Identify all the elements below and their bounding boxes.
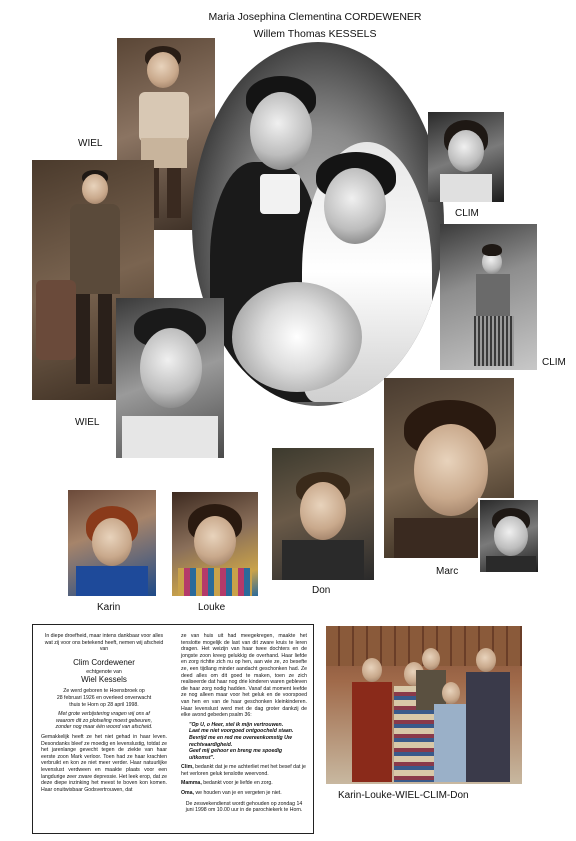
- card-quote-1: Met grote verbijstering vragen wij ons af: [58, 711, 150, 718]
- label-karin: Karin: [97, 602, 121, 613]
- photo-louke: [172, 492, 258, 596]
- card-psalm-5: Geef mij gehoor en breng me spoedig uitkomst".: [189, 748, 283, 761]
- card-right-column: [181, 633, 307, 817]
- card-name: Clim Cordewener: [73, 657, 135, 667]
- card-spouse: Wiel Kessels: [81, 675, 127, 685]
- card-psalm-1: "Op U, o Heer, stel ik mijn vertrouwen.: [189, 721, 284, 728]
- card-spouse-prefix: echtgenote van: [86, 668, 122, 675]
- header-line-1: Maria Josephina Clementina CORDEWENER: [208, 11, 422, 23]
- card-birth-3: thuis te Horn op 28 april 1998.: [69, 701, 139, 708]
- label-group: Karin-Louke-WIEL-CLIM-Don: [338, 790, 469, 801]
- card-thanks-clim: bedankt dat je me achterliet met het besef dat je het verloren geluk tenslotte weervond.: [181, 764, 306, 777]
- card-psalm-2: Laat me niet voorgoed ontgoocheld staan.: [189, 728, 294, 735]
- card-thanks-mamma-label: Mamma,: [181, 780, 202, 787]
- card-service: De zeswekendienst wordt gehouden op zondag 14 juni 1998 om 10.00 uur in de parochiekerk te Horn.: [185, 800, 303, 814]
- memorial-card: [32, 624, 314, 834]
- photo-karin: [68, 490, 156, 596]
- label-wiel-top: WIEL: [78, 138, 103, 149]
- card-psalm-3: Bevrijd me en red me overeenkomstig Uw: [189, 734, 292, 741]
- card-thanks-oma-label: Oma,: [181, 790, 194, 797]
- card-thanks-clim-label: Clim,: [181, 764, 194, 771]
- photo-wedding: [192, 42, 444, 406]
- card-right-body: ze van huis uit had meegekregen, maakte het tenslotte mogelijk de last van dit zware kruis te leren dragen. Het weizijn van haar twee dochters en de jongste zoon kreeg gelukkig de overhand. Haar liefde en zorg richtte zich nu op hen, aan wie ze, zo besefte ze, een tijdlang minder aandacht geschonken had. Ze deed alles om dit goed te maken, toen ze zich realiseerde dat haar nog drie kinderen waren gebleven die haar zorg nodig hadden. Vanaf dat moment leefde ze nog alleen maar voor het geluk en de voorspoed van hen en van de haar geschonken kleinkinderen. Haar levenslust werd met de dag groter dankzij de elke avond gebeden psalm 36:: [181, 633, 307, 719]
- label-clim-right: CLIM: [542, 357, 566, 368]
- photo-don: [272, 448, 374, 580]
- card-psalm-4: rechtvaardigheid.: [189, 741, 233, 748]
- label-marc: Marc: [436, 566, 459, 577]
- card-intro: In diepe droefheid, maar intens dankbaar voor alles wat zij voor ons betekend heeft, nemen wij afscheid van: [44, 633, 164, 653]
- card-left-body: Gemakkelijk heeft ze het niet gehad in haar leven. Desondanks bleef ze moedig en levenslustig, totdat ze het jarenlange gevecht tegen de ziekte van haar eerste zoon Mark verloor. Toen had ze haar krachten verbruikt en kon ze niet meer verder. Haar natuurlijke levenslust verdween en maakte plaats voor een langdurige zeer zware depressie. Het leek erop, dat ze deze diepe inzinking het meest te boven kon komen. Haar onuitwisbaar Godsvertrouwen, dat: [41, 733, 167, 793]
- card-quote-2: waarom dit zo plotseling moest gebeuren,: [55, 717, 153, 724]
- card-thanks-mamma: bedankt voor je liefde en zorg.: [203, 780, 273, 787]
- label-clim-top: CLIM: [455, 208, 479, 219]
- label-wiel-bottom: WIEL: [75, 417, 100, 428]
- photo-clim-child: [428, 112, 504, 202]
- photo-clim-adult: [440, 224, 537, 370]
- header-line-2: Willem Thomas KESSELS: [253, 28, 377, 40]
- photo-wiel-teen: [116, 298, 224, 458]
- card-quote-3: zonder nog maar één woord van afscheid.: [55, 724, 153, 731]
- photo-group: [326, 626, 522, 784]
- card-birth-2: 28 februari 1926 en overleed onverwacht: [56, 694, 152, 701]
- label-louke: Louke: [198, 602, 226, 613]
- card-birth-1: Ze werd geboren te Hoensbroek op: [63, 688, 145, 695]
- photo-marc-child: [478, 498, 540, 574]
- card-left-column: [41, 633, 167, 796]
- card-thanks-oma: we houden van je en vergeten je niet.: [195, 790, 282, 797]
- label-don: Don: [312, 585, 331, 596]
